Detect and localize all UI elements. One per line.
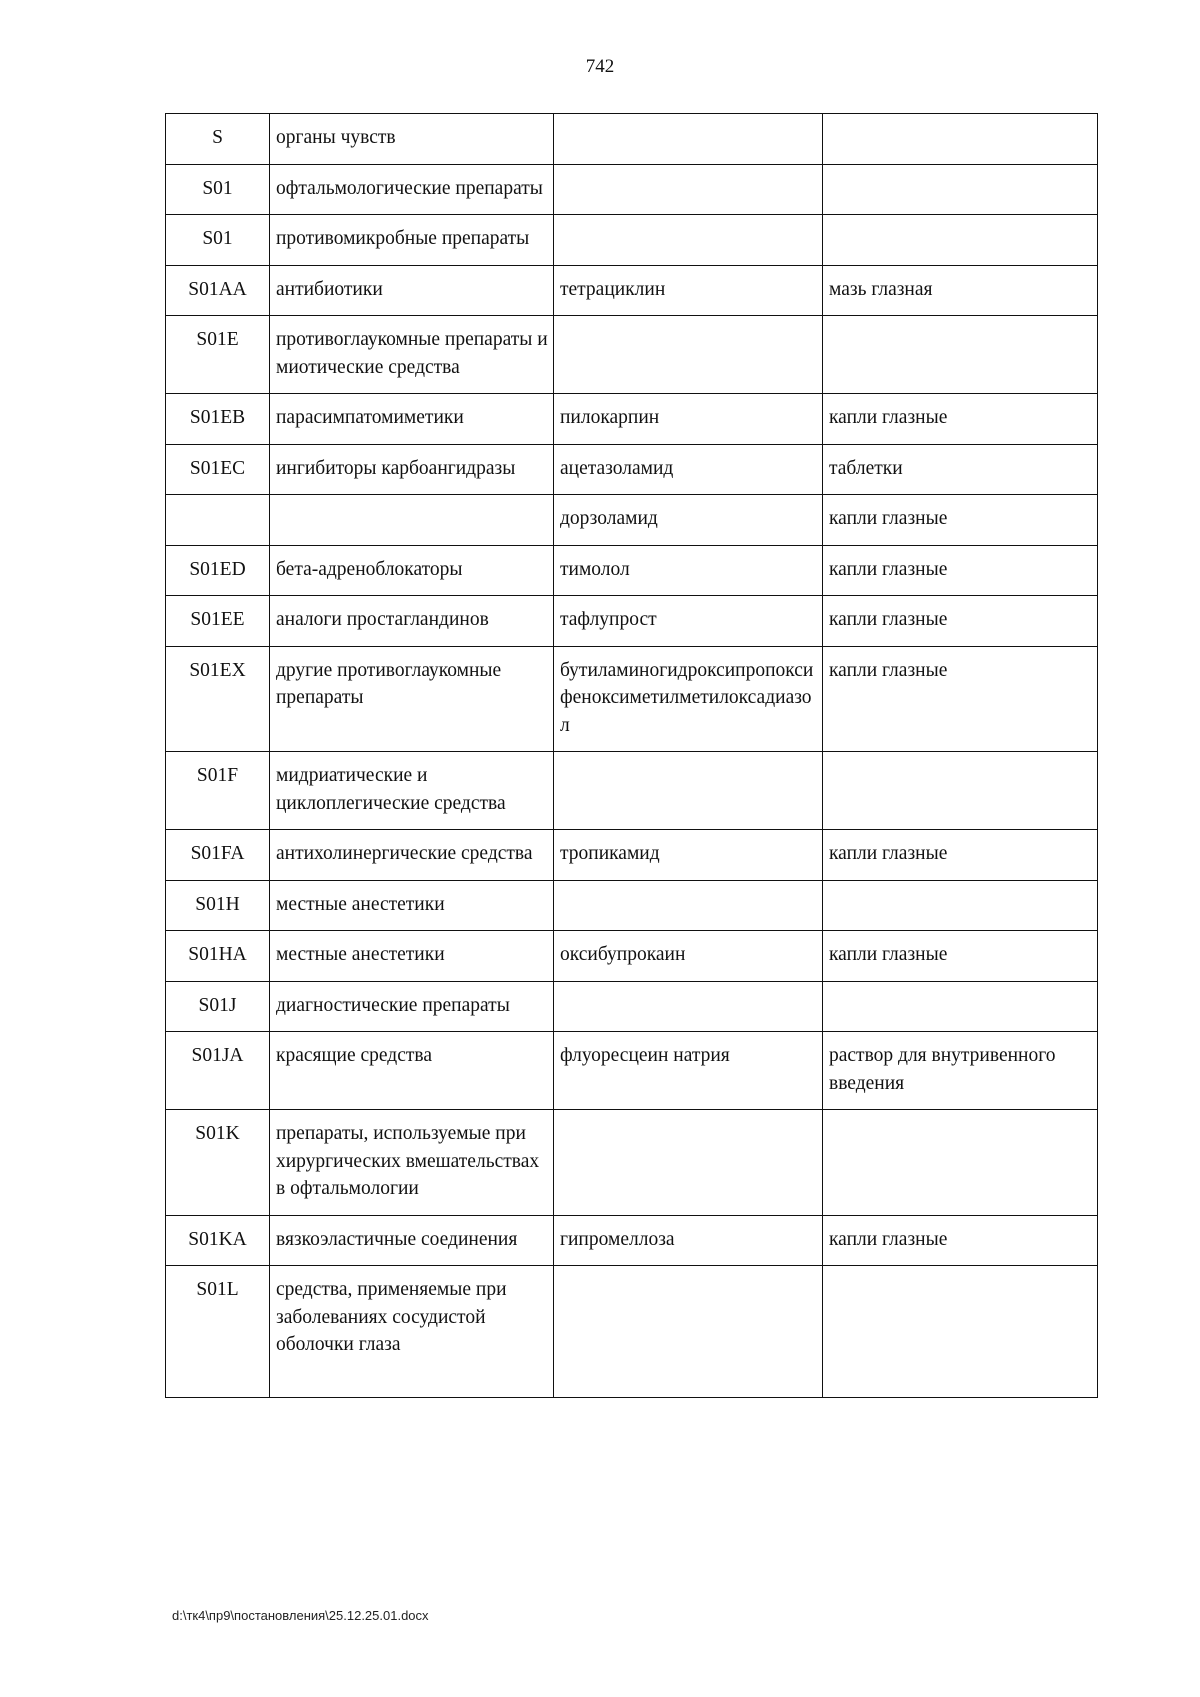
dosage-form-cell: таблетки <box>823 444 1098 495</box>
dosage-form-cell: капли глазные <box>823 830 1098 881</box>
table-row <box>166 1032 1098 1110</box>
atc-code-cell: S01F <box>166 752 270 830</box>
group-name-cell: офтальмологические препараты <box>270 164 554 215</box>
drug-name-cell: флуоресцеин натрия <box>554 1032 823 1110</box>
atc-code-cell: S01JA <box>166 1032 270 1110</box>
drug-name-cell <box>554 215 823 266</box>
drug-name-cell <box>554 1266 823 1398</box>
dosage-form-cell <box>823 164 1098 215</box>
dosage-form-cell: капли глазные <box>823 931 1098 982</box>
atc-code-cell: S01 <box>166 215 270 266</box>
dosage-form-cell <box>823 880 1098 931</box>
dosage-form-cell <box>823 981 1098 1032</box>
table-row <box>166 1266 1098 1398</box>
drug-name-cell: тимолол <box>554 545 823 596</box>
atc-code-cell: S01KA <box>166 1215 270 1266</box>
group-name-cell: вязкоэластичные соединения <box>270 1215 554 1266</box>
dosage-form-cell: капли глазные <box>823 545 1098 596</box>
drug-name-cell <box>554 316 823 394</box>
group-name-cell: местные анестетики <box>270 880 554 931</box>
dosage-form-cell: капли глазные <box>823 394 1098 445</box>
table-row <box>166 931 1098 982</box>
dosage-form-cell <box>823 316 1098 394</box>
group-name-cell <box>270 495 554 546</box>
table-row <box>166 545 1098 596</box>
group-name-cell: парасимпатомиметики <box>270 394 554 445</box>
atc-code-cell <box>166 495 270 546</box>
table-row <box>166 444 1098 495</box>
table-row <box>166 596 1098 647</box>
drug-name-cell: гипромеллоза <box>554 1215 823 1266</box>
table-row <box>166 164 1098 215</box>
atc-code-cell: S01FA <box>166 830 270 881</box>
atc-code-cell: S01AA <box>166 265 270 316</box>
atc-code-cell: S01E <box>166 316 270 394</box>
table-row <box>166 215 1098 266</box>
drug-name-cell <box>554 1110 823 1216</box>
atc-code-cell: S01K <box>166 1110 270 1216</box>
drug-name-cell: пилокарпин <box>554 394 823 445</box>
dosage-form-cell <box>823 1110 1098 1216</box>
group-name-cell: противомикробные препараты <box>270 215 554 266</box>
drug-name-cell: ацетазоламид <box>554 444 823 495</box>
table-row <box>166 265 1098 316</box>
table-row <box>166 495 1098 546</box>
group-name-cell: ингибиторы карбоангидразы <box>270 444 554 495</box>
table-row <box>166 394 1098 445</box>
drug-name-cell: оксибупрокаин <box>554 931 823 982</box>
drug-name-cell: тропикамид <box>554 830 823 881</box>
atc-code-cell: S01EB <box>166 394 270 445</box>
group-name-cell: диагностические препараты <box>270 981 554 1032</box>
dosage-form-cell: капли глазные <box>823 495 1098 546</box>
dosage-form-cell <box>823 114 1098 165</box>
document-file-path: d:\тк4\пр9\постановления\25.12.25.01.docx <box>172 1608 429 1623</box>
table-row <box>166 752 1098 830</box>
dosage-form-cell: капли глазные <box>823 596 1098 647</box>
atc-code-cell: S01 <box>166 164 270 215</box>
drug-name-cell <box>554 114 823 165</box>
atc-code-cell: S01ED <box>166 545 270 596</box>
dosage-form-cell: мазь глазная <box>823 265 1098 316</box>
table-row <box>166 646 1098 752</box>
group-name-cell: препараты, используемые при хирургических вмешательствах в офтальмологии <box>270 1110 554 1216</box>
dosage-form-cell: капли глазные <box>823 1215 1098 1266</box>
table-row <box>166 1215 1098 1266</box>
table-row <box>166 981 1098 1032</box>
dosage-form-cell: раствор для внутривенного введения <box>823 1032 1098 1110</box>
drug-name-cell: тетрациклин <box>554 265 823 316</box>
group-name-cell: аналоги простагландинов <box>270 596 554 647</box>
atc-code-cell: S01L <box>166 1266 270 1398</box>
group-name-cell: красящие средства <box>270 1032 554 1110</box>
group-name-cell: местные анестетики <box>270 931 554 982</box>
drug-name-cell: бутиламиногидроксипропоксифеноксиметилметилоксадиазол <box>554 646 823 752</box>
atc-code-cell: S <box>166 114 270 165</box>
group-name-cell: противоглаукомные препараты и миотические средства <box>270 316 554 394</box>
table-row <box>166 316 1098 394</box>
atc-drug-table <box>165 113 1098 1398</box>
drug-name-cell <box>554 880 823 931</box>
atc-code-cell: S01J <box>166 981 270 1032</box>
drug-name-cell <box>554 981 823 1032</box>
atc-code-cell: S01HA <box>166 931 270 982</box>
drug-name-cell <box>554 752 823 830</box>
table-row <box>166 830 1098 881</box>
table-row <box>166 114 1098 165</box>
group-name-cell: другие противоглаукомные препараты <box>270 646 554 752</box>
group-name-cell: бета-адреноблокаторы <box>270 545 554 596</box>
dosage-form-cell <box>823 215 1098 266</box>
atc-code-cell: S01EX <box>166 646 270 752</box>
atc-code-cell: S01EC <box>166 444 270 495</box>
drug-name-cell <box>554 164 823 215</box>
drug-name-cell: тафлупрост <box>554 596 823 647</box>
dosage-form-cell <box>823 1266 1098 1398</box>
group-name-cell: органы чувств <box>270 114 554 165</box>
group-name-cell: антихолинергические средства <box>270 830 554 881</box>
group-name-cell: антибиотики <box>270 265 554 316</box>
drug-name-cell: дорзоламид <box>554 495 823 546</box>
table-row <box>166 1110 1098 1216</box>
table-row <box>166 880 1098 931</box>
page-number: 742 <box>585 56 615 77</box>
group-name-cell: средства, применяемые при заболеваниях сосудистой оболочки глаза <box>270 1266 554 1398</box>
group-name-cell: мидриатические и циклоплегические средства <box>270 752 554 830</box>
dosage-form-cell: капли глазные <box>823 646 1098 752</box>
dosage-form-cell <box>823 752 1098 830</box>
atc-code-cell: S01EE <box>166 596 270 647</box>
atc-code-cell: S01H <box>166 880 270 931</box>
